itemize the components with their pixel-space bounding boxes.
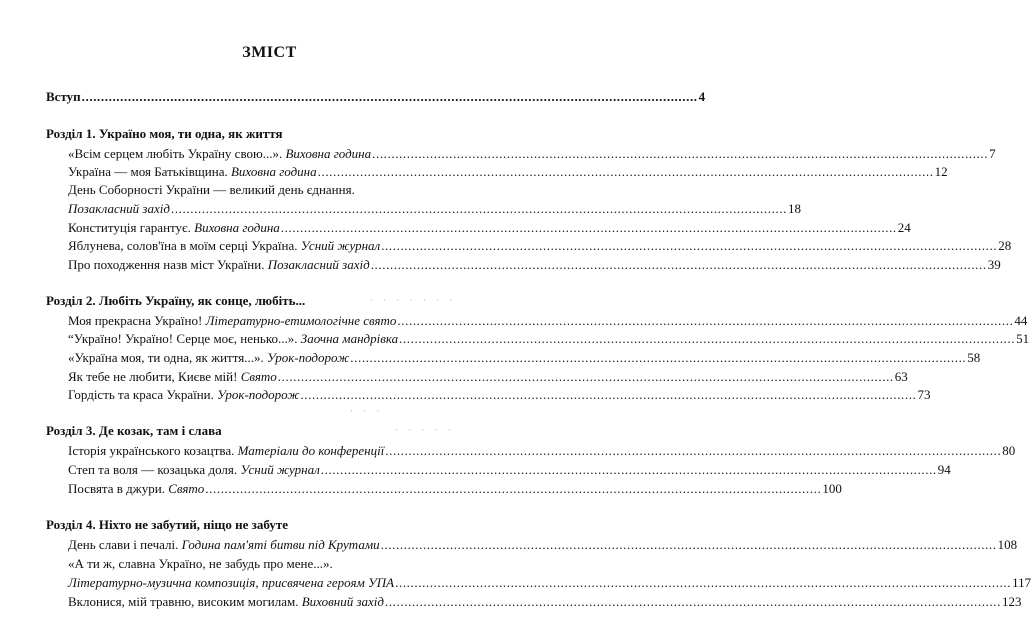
entry-note: Літературно-етимологічне свято bbox=[205, 313, 397, 328]
entry-note: Виховний захід bbox=[301, 594, 384, 609]
entry-text: День слави і печалі. bbox=[68, 537, 179, 552]
leader-dots: ................................................................................................................................................................ bbox=[170, 201, 787, 216]
scan-noise: · · · · · bbox=[395, 425, 455, 435]
toc-intro-page: 4 bbox=[698, 89, 706, 104]
entry-text: Посвята в джури. bbox=[68, 481, 165, 496]
entry-note: Свято bbox=[240, 369, 277, 384]
toc-entry bbox=[68, 575, 1031, 591]
toc-entry bbox=[68, 594, 1022, 610]
section-heading: Розділ 4. Ніхто не забутий, ніщо не забуте bbox=[46, 517, 289, 532]
entry-text: Вклонися, мій травню, високим могилам. bbox=[68, 594, 299, 609]
toc-entry bbox=[68, 220, 911, 236]
entry-note: Позакласний захід bbox=[267, 257, 370, 272]
entry-page: 63 bbox=[894, 369, 908, 384]
scan-noise: · · · · · · · bbox=[370, 295, 457, 305]
leader-dots: ................................................................................................................................................................ bbox=[399, 331, 1016, 346]
entry-note: Година пам'яті битви під Крутами bbox=[181, 537, 380, 552]
entry-page: 28 bbox=[998, 238, 1012, 253]
entry-note: Виховна година bbox=[194, 220, 280, 235]
entry-page: 12 bbox=[934, 164, 948, 179]
leader-dots: ................................................................................................................................................................ bbox=[300, 387, 917, 402]
entry-note: Позакласний захід bbox=[68, 201, 170, 216]
entry-page: 7 bbox=[989, 146, 996, 161]
section-heading: Розділ 1. Україно моя, ти одна, як життя bbox=[46, 126, 283, 141]
entry-note: Матеріали до конференції bbox=[237, 443, 385, 458]
entry-text: Про походження назв міст України. bbox=[68, 257, 265, 272]
leader-dots: ................................................................................................................................................................ bbox=[317, 164, 934, 179]
entry-text: Яблунева, солов'їна в моїм серці Україна. bbox=[68, 238, 298, 253]
entry-text: «Україна моя, ти одна, як життя...». bbox=[68, 350, 264, 365]
toc-intro bbox=[46, 89, 706, 105]
leader-dots: ................................................................................................................................................................ bbox=[372, 146, 989, 161]
entry-text: «Всім серцем любіть Україну свою...». bbox=[68, 146, 283, 161]
toc-entry bbox=[68, 201, 801, 217]
toc-entry bbox=[68, 164, 948, 180]
entry-page: 24 bbox=[897, 220, 911, 235]
page-title: ЗМІСТ bbox=[242, 44, 297, 61]
entry-page: 94 bbox=[937, 462, 951, 477]
toc-entry bbox=[68, 257, 1001, 273]
leader-dots: ................................................................................................................................................................ bbox=[350, 350, 967, 365]
leader-dots: ................................................................................................................................................................ bbox=[381, 238, 998, 253]
entry-note: Урок-подорож bbox=[217, 387, 300, 402]
entry-page: 18 bbox=[787, 201, 801, 216]
entry-text: Україна — моя Батьківщина. bbox=[68, 164, 228, 179]
entry-text: Моя прекрасна Україно! bbox=[68, 313, 203, 328]
toc-entry bbox=[68, 313, 1028, 329]
toc-entry bbox=[68, 387, 931, 403]
entry-page: 100 bbox=[822, 481, 842, 496]
entry-note: Заочна мандрівка bbox=[300, 331, 399, 346]
section-heading: Розділ 3. Де козак, там і слава bbox=[46, 423, 222, 438]
entry-page: 51 bbox=[1016, 331, 1030, 346]
leader-dots: ................................................................................................................................................................ bbox=[397, 313, 1014, 328]
toc-entry bbox=[68, 350, 981, 366]
entry-text: День Соборності України — великий день єднання. bbox=[68, 182, 355, 197]
toc-entry bbox=[68, 462, 951, 478]
toc-entry bbox=[68, 331, 1030, 347]
leader-dots: ................................................................................................................................................................ bbox=[320, 462, 937, 477]
entry-page: 44 bbox=[1014, 313, 1028, 328]
toc-entry bbox=[68, 481, 842, 497]
leader-dots: ................................................................................................................................................................ bbox=[385, 443, 1002, 458]
entry-page: 108 bbox=[997, 537, 1018, 552]
leader-dots: ................................................................................................................................................................ bbox=[395, 575, 1012, 590]
entry-page: 73 bbox=[917, 387, 931, 402]
scan-noise: · · · bbox=[350, 406, 384, 416]
entry-text: «А ти ж, славна Україно, не забудь про мене...». bbox=[68, 556, 333, 571]
entry-page: 123 bbox=[1001, 594, 1022, 609]
leader-dots: ................................................................................................................................................................ bbox=[370, 257, 987, 272]
toc-entry bbox=[68, 556, 482, 572]
entry-page: 80 bbox=[1002, 443, 1016, 458]
entry-note: Усний журнал bbox=[240, 462, 320, 477]
toc-intro-label: Вступ bbox=[46, 89, 81, 104]
toc-entry bbox=[68, 443, 1016, 459]
entry-note: Виховна година bbox=[230, 164, 317, 179]
entry-text: “Україно! Україно! Серце моє, ненько...». bbox=[68, 331, 298, 346]
leader-dots: ................................................................................................................................................................ bbox=[277, 369, 894, 384]
leader-dots: ................................................................................................................................................................ bbox=[384, 594, 1001, 609]
leader-dots: ................................................................................................................................................................ bbox=[81, 89, 698, 104]
entry-page: 117 bbox=[1012, 575, 1031, 590]
entry-note: Усний журнал bbox=[300, 238, 381, 253]
entry-note: Виховна година bbox=[285, 146, 372, 161]
entry-text: Історія українського козацтва. bbox=[68, 443, 235, 458]
entry-text: Як тебе не любити, Києве мій! bbox=[68, 369, 238, 384]
leader-dots: ................................................................................................................................................................ bbox=[380, 537, 997, 552]
entry-text: Конституція гарантує. bbox=[68, 220, 191, 235]
toc-entry bbox=[68, 182, 482, 198]
toc-entry bbox=[68, 146, 996, 162]
leader-dots: ................................................................................................................................................................ bbox=[205, 481, 822, 496]
entry-note: Літературно-музична композиція, присвячена героям УПА bbox=[68, 575, 395, 590]
toc-entry bbox=[68, 537, 1018, 553]
section-heading: Розділ 2. Любіть Україну, як сонце, любіть... bbox=[46, 293, 306, 308]
leader-dots: ................................................................................................................................................................ bbox=[280, 220, 897, 235]
entry-text: Степ та воля — козацька доля. bbox=[68, 462, 238, 477]
toc-entry bbox=[68, 238, 1012, 254]
entry-note: Свято bbox=[168, 481, 205, 496]
entry-text: Гордість та краса України. bbox=[68, 387, 214, 402]
toc-entry bbox=[68, 369, 908, 385]
entry-note: Урок-подорож bbox=[266, 350, 350, 365]
entry-page: 39 bbox=[987, 257, 1001, 272]
entry-page: 58 bbox=[967, 350, 981, 365]
